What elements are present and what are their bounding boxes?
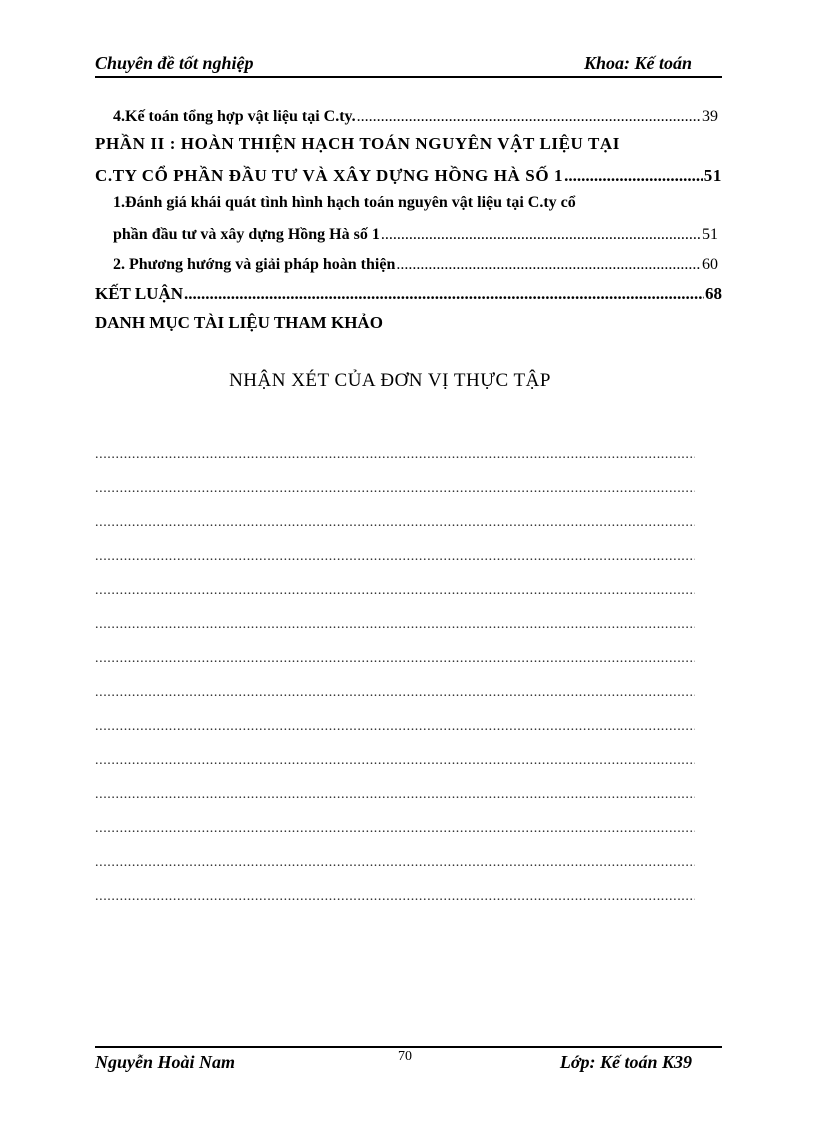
toc-entry-text: phần đầu tư và xây dựng Hồng Hà số 1 bbox=[113, 226, 380, 243]
toc-page-number: 51 bbox=[702, 226, 718, 243]
toc-entry-4 bbox=[113, 252, 718, 274]
toc-entry-2 bbox=[95, 164, 722, 186]
page-header bbox=[95, 52, 722, 78]
blank-dotted-line bbox=[95, 650, 695, 668]
toc-entry-text: 4.Kế toán tổng hợp vật liệu tại C.ty. bbox=[113, 108, 356, 125]
toc-part-2-line-1: PHẦN II : HOÀN THIỆN HẠCH TOÁN NGUYÊN VẬT LIỆU TẠI bbox=[95, 134, 620, 153]
toc-entry-text: KẾT LUẬN bbox=[95, 284, 184, 303]
section-title: NHẬN XÉT CỦA ĐƠN VỊ THỰC TẬP bbox=[229, 370, 551, 391]
footer-class: Lớp: Kế toán K39 bbox=[559, 1052, 692, 1072]
page-number: 70 bbox=[398, 1049, 412, 1064]
blank-dotted-line bbox=[95, 854, 695, 872]
blank-dotted-line bbox=[95, 718, 695, 736]
blank-dotted-line bbox=[95, 446, 695, 464]
toc-leader-dots bbox=[381, 226, 701, 244]
blank-dotted-line bbox=[95, 548, 695, 566]
toc-entry-3 bbox=[113, 222, 718, 244]
toc-leader-dots bbox=[184, 284, 704, 304]
toc-page-number: 68 bbox=[705, 284, 722, 303]
toc-entry-text: C.TY CỔ PHẦN ĐẦU TƯ VÀ XÂY DỰNG HỒNG HÀ SỐ 1 bbox=[95, 166, 564, 185]
header-left-text: Chuyên đề tốt nghiệp bbox=[95, 53, 254, 73]
toc-section-1-line-1: 1.Đánh giá khái quát tình hình hạch toán nguyên vật liệu tại C.ty cổ bbox=[113, 194, 576, 211]
toc-leader-dots bbox=[564, 166, 703, 186]
toc-entry-1 bbox=[113, 104, 718, 126]
blank-dotted-line bbox=[95, 820, 695, 838]
footer-author: Nguyễn Hoài Nam bbox=[95, 1052, 236, 1072]
toc-leader-dots bbox=[396, 256, 701, 274]
blank-dotted-line bbox=[95, 480, 695, 498]
page-footer bbox=[95, 1046, 722, 1078]
blank-dotted-line bbox=[95, 752, 695, 770]
toc-entry-text: 2. Phương hướng và giải pháp hoàn thiện bbox=[113, 256, 396, 273]
blank-dotted-line bbox=[95, 684, 695, 702]
toc-leader-dots bbox=[357, 108, 701, 126]
header-right-text: Khoa: Kế toán bbox=[583, 53, 692, 73]
toc-entry-6: DANH MỤC TÀI LIỆU THAM KHẢO bbox=[95, 313, 383, 332]
toc-page-number: 51 bbox=[703, 166, 722, 185]
blank-dotted-line bbox=[95, 514, 695, 532]
blank-dotted-line bbox=[95, 616, 695, 634]
toc-entry-5 bbox=[95, 282, 722, 304]
blank-dotted-line bbox=[95, 582, 695, 600]
blank-dotted-line bbox=[95, 786, 695, 804]
toc-page-number: 39 bbox=[702, 108, 718, 125]
toc-page-number: 60 bbox=[702, 256, 718, 273]
blank-dotted-line bbox=[95, 888, 695, 906]
